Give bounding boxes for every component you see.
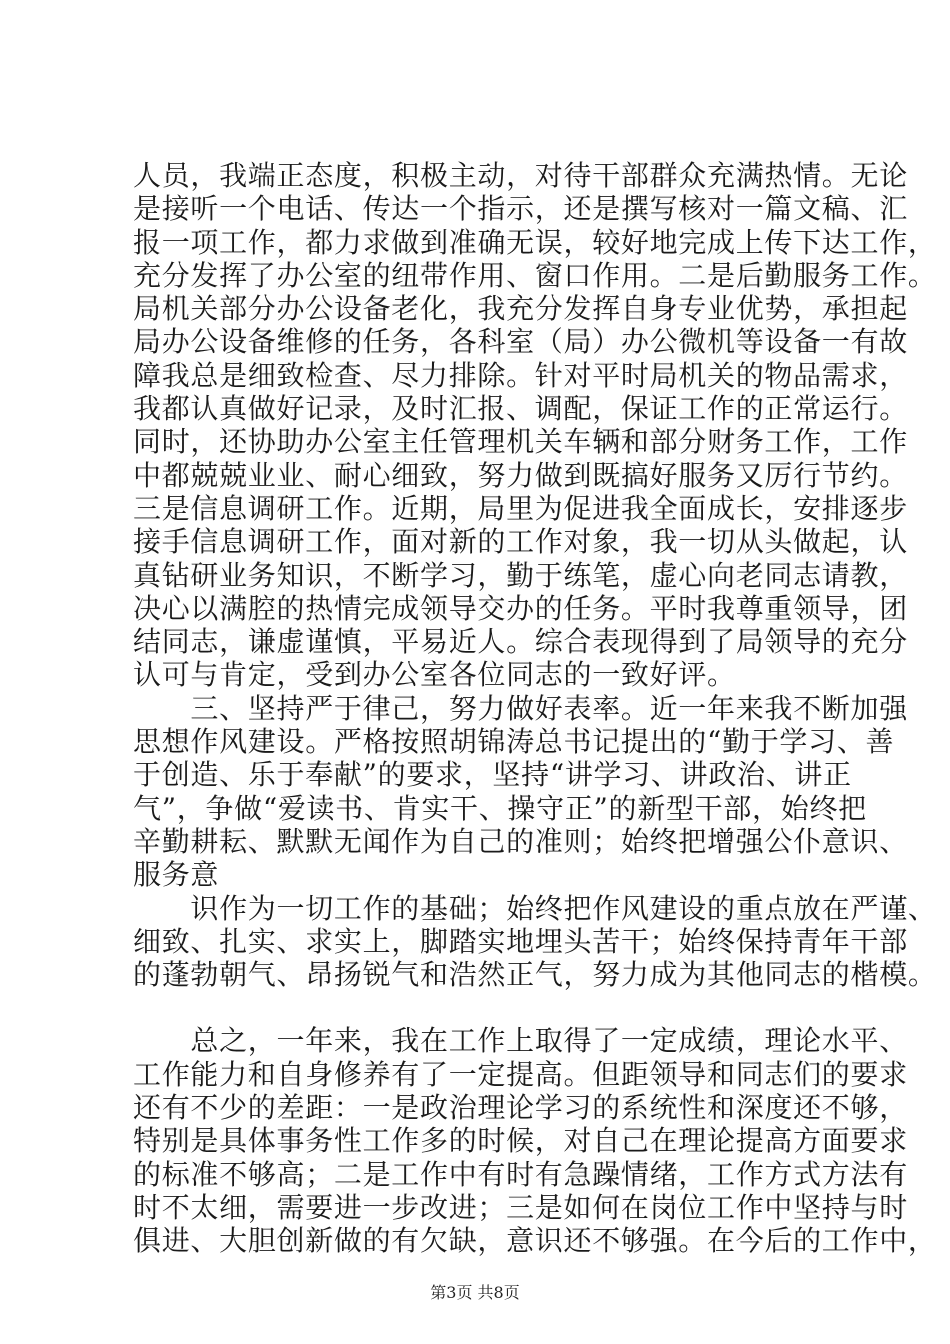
text-line: 思想作风建设。严格按照胡锦涛总书记提出的“勤于学习、善	[133, 725, 895, 759]
text-line: 辛勤耕耘、默默无闻作为自己的准则；始终把增强公仆意识、	[133, 824, 908, 858]
text-line: 三、坚持严于律己，努力做好表率。近一年来我不断加强	[133, 691, 908, 725]
text-line: 是接听一个电话、传达一个指示，还是撰写核对一篇文稿、汇	[133, 192, 908, 226]
text-line: 真钻研业务知识，不断学习，勤于练笔，虚心向老同志请教，	[133, 558, 908, 592]
text-line: 报一项工作，都力求做到准确无误，较好地完成上传下达工作，	[133, 225, 937, 259]
paragraph-group-1	[133, 159, 937, 992]
text-line: 服务意	[133, 858, 220, 892]
text-line: 总之，一年来，我在工作上取得了一定成绩，理论水平、	[133, 1024, 908, 1058]
paragraph-group-2	[133, 1024, 937, 1258]
text-line: 俱进、大胆创新做的有欠缺，意识还不够强。在今后的工作中，	[133, 1224, 937, 1258]
text-line: 工作能力和自身修养有了一定提高。但距领导和同志们的要求	[133, 1057, 908, 1091]
text-line: 特别是具体事务性工作多的时候，对自己在理论提高方面要求	[133, 1124, 908, 1158]
page-number-footer: 第3页 共8页	[430, 1283, 520, 1302]
paragraph-gap	[133, 991, 833, 1024]
text-line: 的蓬勃朝气、昂扬锐气和浩然正气，努力成为其他同志的楷模。	[133, 958, 937, 992]
text-line: 的标准不够高；二是工作中有时有急躁情绪，工作方式方法有	[133, 1157, 908, 1191]
text-line: 局机关部分办公设备老化，我充分发挥自身专业优势，承担起	[133, 292, 908, 326]
text-line: 于创造、乐于奉献”的要求，坚持“讲学习、讲政治、讲正	[133, 758, 852, 792]
text-line: 结同志，谦虚谨慎，平易近人。综合表现得到了局领导的充分	[133, 625, 908, 659]
text-line: 细致、扎实、求实上，脚踏实地埋头苦干；始终保持青年干部	[133, 924, 908, 958]
text-line: 识作为一切工作的基础；始终把作风建设的重点放在严谨、	[133, 891, 937, 925]
text-line: 中都兢兢业业、耐心细致，努力做到既搞好服务又厉行节约。	[133, 458, 908, 492]
text-line: 充分发挥了办公室的纽带作用、窗口作用。二是后勤服务工作。	[133, 258, 937, 292]
text-line: 认可与肯定，受到办公室各位同志的一致好评。	[133, 658, 736, 692]
text-line: 障我总是细致检查、尽力排除。针对平时局机关的物品需求，	[133, 358, 908, 392]
text-line: 还有不少的差距：一是政治理论学习的系统性和深度还不够，	[133, 1091, 908, 1125]
text-line: 气”，争做“爱读书、肯实干、操守正”的新型干部，始终把	[133, 791, 867, 825]
text-line: 人员，我端正态度，积极主动，对待干部群众充满热情。无论	[133, 159, 908, 192]
text-line: 同时，还协助办公室主任管理机关车辆和部分财务工作，工作	[133, 425, 908, 459]
text-line: 三是信息调研工作。近期，局里为促进我全面成长，安排逐步	[133, 491, 908, 525]
text-line: 局办公设备维修的任务，各科室（局）办公微机等设备一有故	[133, 325, 908, 359]
body-text	[133, 159, 937, 1258]
text-line: 接手信息调研工作，面对新的工作对象，我一切从头做起，认	[133, 525, 908, 559]
text-line: 决心以满腔的热情完成领导交办的任务。平时我尊重领导，团	[133, 591, 908, 625]
text-line: 我都认真做好记录，及时汇报、调配，保证工作的正常运行。	[133, 392, 908, 426]
text-line: 时不太细，需要进一步改进；三是如何在岗位工作中坚持与时	[133, 1190, 908, 1224]
